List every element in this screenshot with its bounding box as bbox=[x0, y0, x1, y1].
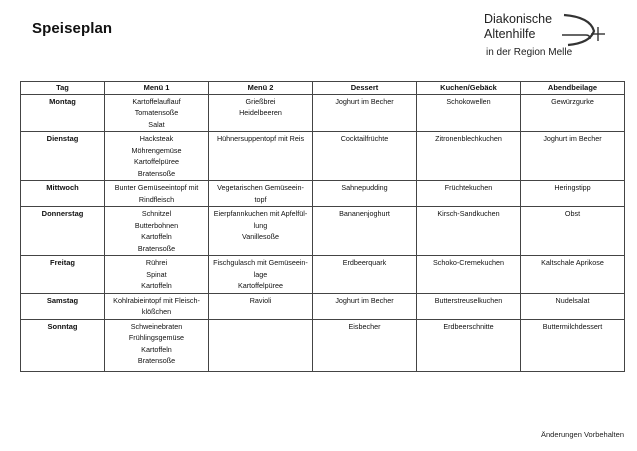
cell-line: Schoko-Cremekuchen bbox=[432, 258, 505, 267]
menu-1-cell bbox=[105, 256, 209, 294]
cell-line: Bratensoße bbox=[137, 243, 176, 253]
logo-mark-icon bbox=[560, 13, 608, 47]
cell-line: Kartoffeln bbox=[141, 344, 172, 354]
menu-1-cell bbox=[105, 94, 209, 132]
cake-cell bbox=[417, 181, 521, 207]
header-day: Tag bbox=[21, 82, 105, 95]
cell-line: Kirsch-Sandkuchen bbox=[437, 209, 500, 218]
logo-line-1: Diakonische bbox=[484, 12, 553, 26]
cell-line: Erdbeerquark bbox=[342, 258, 387, 267]
cell-line: Sahnepudding bbox=[341, 183, 388, 192]
menu-1-cell bbox=[105, 132, 209, 181]
cell-line: Kartoffeln bbox=[141, 232, 172, 241]
cell-line: Gewürzgurke bbox=[551, 96, 594, 106]
table-row bbox=[21, 319, 625, 371]
cell-line: Rührei bbox=[145, 258, 168, 267]
cell-line: Kohlrabieintopf mit Fleisch- bbox=[113, 295, 200, 305]
cell-line: Buttermilchdessert bbox=[542, 321, 603, 331]
cell-line: Vegetarischen Gemüseein- bbox=[217, 183, 304, 192]
table-row bbox=[21, 256, 625, 294]
cell-line: Frühlingsgemüse bbox=[128, 333, 185, 342]
menu-2-cell bbox=[209, 132, 313, 181]
header-dessert: Dessert bbox=[313, 82, 417, 95]
dessert-cell bbox=[313, 207, 417, 256]
cake-cell bbox=[417, 293, 521, 319]
cell-line: Heidelbeeren bbox=[239, 108, 282, 117]
menu-1-cell bbox=[105, 207, 209, 256]
day-cell: Montag bbox=[21, 94, 105, 132]
cell-line: Joghurt im Becher bbox=[543, 134, 602, 143]
header-menu-1: Menü 1 bbox=[105, 82, 209, 95]
menu-1-cell bbox=[105, 293, 209, 319]
cell-line: Kartoffelpüree bbox=[237, 281, 284, 290]
day-cell: Dienstag bbox=[21, 132, 105, 181]
cell-line: Spinat bbox=[146, 269, 167, 279]
cell-line: Butterstreuselkuchen bbox=[434, 295, 503, 305]
cell-line: Schnitzel bbox=[141, 209, 172, 218]
cell-line: topf bbox=[254, 194, 267, 204]
cell-line: Kartoffelauflauf bbox=[132, 96, 181, 106]
menu-2-cell bbox=[209, 319, 313, 371]
cake-cell bbox=[417, 207, 521, 256]
cell-line: Butterbohnen bbox=[134, 220, 179, 230]
cell-line: Cocktailfrüchte bbox=[340, 134, 389, 143]
menu-1-cell bbox=[105, 319, 209, 371]
cell-line: Joghurt im Becher bbox=[335, 96, 394, 106]
header-cake: Kuchen/Gebäck bbox=[417, 82, 521, 95]
table-row bbox=[21, 132, 625, 181]
cell-line: Kartoffelpüree bbox=[133, 157, 180, 166]
evening-cell bbox=[521, 256, 625, 294]
dessert-cell bbox=[313, 256, 417, 294]
cake-cell bbox=[417, 132, 521, 181]
cell-line: Möhrengemüse bbox=[131, 145, 182, 155]
cell-line: Bunter Gemüseeintopf mit bbox=[114, 183, 199, 192]
menu-2-cell bbox=[209, 256, 313, 294]
menu-2-cell bbox=[209, 207, 313, 256]
cell-line: Heringstipp bbox=[554, 183, 591, 192]
cell-line: Hacksteak bbox=[139, 134, 174, 143]
day-cell: Freitag bbox=[21, 256, 105, 294]
cell-line: Nudelsalat bbox=[555, 295, 590, 305]
menu-2-cell bbox=[209, 293, 313, 319]
cell-line: lung bbox=[253, 220, 268, 230]
page-title: Speiseplan bbox=[32, 20, 113, 37]
header-evening: Abendbeilage bbox=[521, 82, 625, 95]
cell-line: Rindfleisch bbox=[138, 194, 175, 204]
day-cell: Sonntag bbox=[21, 319, 105, 371]
logo-line-2: Altenhilfe bbox=[484, 27, 536, 41]
cell-line: Fischgulasch mit Gemüseein- bbox=[213, 258, 308, 267]
table-row bbox=[21, 207, 625, 256]
day-cell: Mittwoch bbox=[21, 181, 105, 207]
cell-line: Salat bbox=[148, 119, 165, 129]
cell-line: Hühnersuppentopf mit Reis bbox=[216, 134, 305, 143]
dessert-cell bbox=[313, 293, 417, 319]
cell-line: Schokowellen bbox=[446, 96, 491, 106]
table-header-row bbox=[21, 82, 625, 95]
menu-2-cell bbox=[209, 94, 313, 132]
evening-cell bbox=[521, 207, 625, 256]
evening-cell bbox=[521, 293, 625, 319]
table-row bbox=[21, 293, 625, 319]
cell-line: Bratensoße bbox=[137, 356, 176, 365]
cake-cell bbox=[417, 256, 521, 294]
footer-note: Änderungen Vorbehalten bbox=[541, 430, 624, 439]
menu-1-cell bbox=[105, 181, 209, 207]
cell-line: Eierpfannkuchen mit Apfelfül- bbox=[213, 209, 308, 218]
dessert-cell bbox=[313, 132, 417, 181]
cell-line: Zitronenblechkuchen bbox=[435, 134, 502, 143]
cell-line: Früchtekuchen bbox=[444, 183, 493, 192]
cell-line: Vanillesoße bbox=[241, 232, 280, 241]
cake-cell bbox=[417, 94, 521, 132]
organization-logo bbox=[484, 12, 614, 64]
cell-line: Kartoffeln bbox=[141, 281, 172, 290]
table-row bbox=[21, 94, 625, 132]
evening-cell bbox=[521, 181, 625, 207]
cell-line: Tomatensoße bbox=[134, 108, 179, 117]
cell-line: Ravioli bbox=[249, 295, 272, 305]
menu-2-cell bbox=[209, 181, 313, 207]
cake-cell bbox=[417, 319, 521, 371]
header-menu-2: Menü 2 bbox=[209, 82, 313, 95]
cell-line: Kaltschale Aprikose bbox=[541, 258, 604, 267]
day-cell: Donnerstag bbox=[21, 207, 105, 256]
cell-line: Bananenjoghurt bbox=[339, 209, 390, 218]
cell-line: Bratensoße bbox=[137, 168, 176, 178]
dessert-cell bbox=[313, 94, 417, 132]
cell-line: lage bbox=[253, 269, 268, 279]
dessert-cell bbox=[313, 319, 417, 371]
cell-line: klößchen bbox=[141, 307, 172, 316]
day-cell: Samstag bbox=[21, 293, 105, 319]
logo-line-3: in der Region Melle bbox=[486, 47, 573, 58]
cell-line: Obst bbox=[564, 209, 581, 218]
evening-cell bbox=[521, 319, 625, 371]
evening-cell bbox=[521, 132, 625, 181]
cell-line: Eisbecher bbox=[348, 321, 381, 331]
cell-line: Schweinebraten bbox=[130, 321, 183, 331]
evening-cell bbox=[521, 94, 625, 132]
meal-plan-table bbox=[20, 81, 625, 372]
dessert-cell bbox=[313, 181, 417, 207]
cell-line: Grießbrei bbox=[245, 96, 276, 106]
table-row bbox=[21, 181, 625, 207]
cell-line: Erdbeerschnitte bbox=[443, 321, 494, 331]
cell-line: Joghurt im Becher bbox=[335, 295, 394, 305]
